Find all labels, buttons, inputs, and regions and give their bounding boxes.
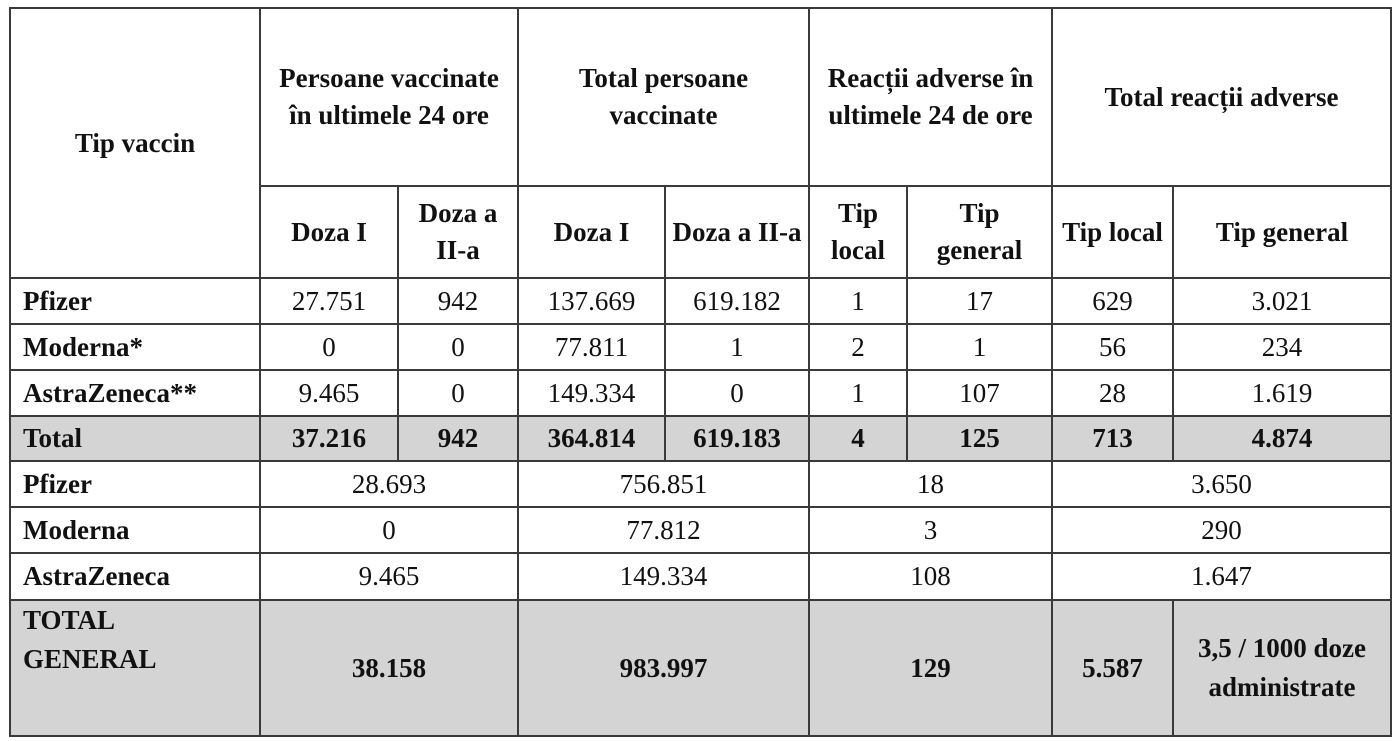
cell: 27.751 [260, 278, 398, 324]
row-label: Pfizer [10, 278, 260, 324]
cell: 77.811 [518, 324, 665, 370]
cell: 5.587 [1052, 600, 1173, 736]
cell: 149.334 [518, 553, 809, 600]
header-persoane-24: Persoane vaccinate în ultimele 24 ore [260, 8, 518, 186]
cell: 9.465 [260, 553, 518, 600]
row-label: TOTAL GENERAL [10, 600, 260, 736]
sub-doza-ii: Doza a II-a [398, 186, 518, 278]
cell: 37.216 [260, 416, 398, 461]
summary-row [10, 461, 1391, 507]
cell: 713 [1052, 416, 1173, 461]
cell: 1 [809, 370, 907, 416]
header-total-reactii: Total reacții adverse [1052, 8, 1391, 186]
row-label: Moderna [10, 507, 260, 553]
cell: 137.669 [518, 278, 665, 324]
cell: 234 [1173, 324, 1391, 370]
cell: 149.334 [518, 370, 665, 416]
cell: 1 [907, 324, 1052, 370]
row-label: Pfizer [10, 461, 260, 507]
cell: 1 [809, 278, 907, 324]
cell: 18 [809, 461, 1052, 507]
table-row [10, 278, 1391, 324]
cell: 107 [907, 370, 1052, 416]
cell: 1 [665, 324, 809, 370]
cell: 1.647 [1052, 553, 1391, 600]
cell: 983.997 [518, 600, 809, 736]
cell: 77.812 [518, 507, 809, 553]
cell: 17 [907, 278, 1052, 324]
cell: 38.158 [260, 600, 518, 736]
cell: 108 [809, 553, 1052, 600]
cell: 0 [260, 324, 398, 370]
cell: 3 [809, 507, 1052, 553]
vaccination-table [9, 7, 1392, 737]
header-tip-vaccin: Tip vaccin [10, 8, 260, 278]
sub-doza-i: Doza I [518, 186, 665, 278]
cell: 3.650 [1052, 461, 1391, 507]
sub-tip-local: Tip local [809, 186, 907, 278]
cell: 619.182 [665, 278, 809, 324]
cell: 4.874 [1173, 416, 1391, 461]
cell: 619.183 [665, 416, 809, 461]
sub-doza-i: Doza I [260, 186, 398, 278]
sub-tip-general: Tip general [907, 186, 1052, 278]
row-label: Total [10, 416, 260, 461]
row-label: Moderna* [10, 324, 260, 370]
cell: 1.619 [1173, 370, 1391, 416]
cell: 2 [809, 324, 907, 370]
total-row [10, 416, 1391, 461]
sub-tip-local: Tip local [1052, 186, 1173, 278]
summary-row [10, 507, 1391, 553]
cell: 129 [809, 600, 1052, 736]
cell: 629 [1052, 278, 1173, 324]
total-general-row [10, 600, 1391, 736]
cell: 290 [1052, 507, 1391, 553]
cell: 0 [260, 507, 518, 553]
cell: 756.851 [518, 461, 809, 507]
row-label: AstraZeneca** [10, 370, 260, 416]
sub-doza-ii: Doza a II-a [665, 186, 809, 278]
cell: 4 [809, 416, 907, 461]
cell: 942 [398, 416, 518, 461]
header-row-main [10, 8, 1391, 186]
cell: 125 [907, 416, 1052, 461]
table-row [10, 370, 1391, 416]
cell: 3,5 / 1000 doze administrate [1173, 600, 1391, 736]
cell: 942 [398, 278, 518, 324]
cell: 28 [1052, 370, 1173, 416]
cell: 0 [398, 324, 518, 370]
cell: 0 [665, 370, 809, 416]
table-row [10, 324, 1391, 370]
header-total-persoane: Total persoane vaccinate [518, 8, 809, 186]
cell: 28.693 [260, 461, 518, 507]
cell: 364.814 [518, 416, 665, 461]
summary-row [10, 553, 1391, 600]
cell: 9.465 [260, 370, 398, 416]
cell: 0 [398, 370, 518, 416]
header-reactii-24: Reacții adverse în ultimele 24 de ore [809, 8, 1052, 186]
cell: 56 [1052, 324, 1173, 370]
row-label: AstraZeneca [10, 553, 260, 600]
sub-tip-general: Tip general [1173, 186, 1391, 278]
cell: 3.021 [1173, 278, 1391, 324]
